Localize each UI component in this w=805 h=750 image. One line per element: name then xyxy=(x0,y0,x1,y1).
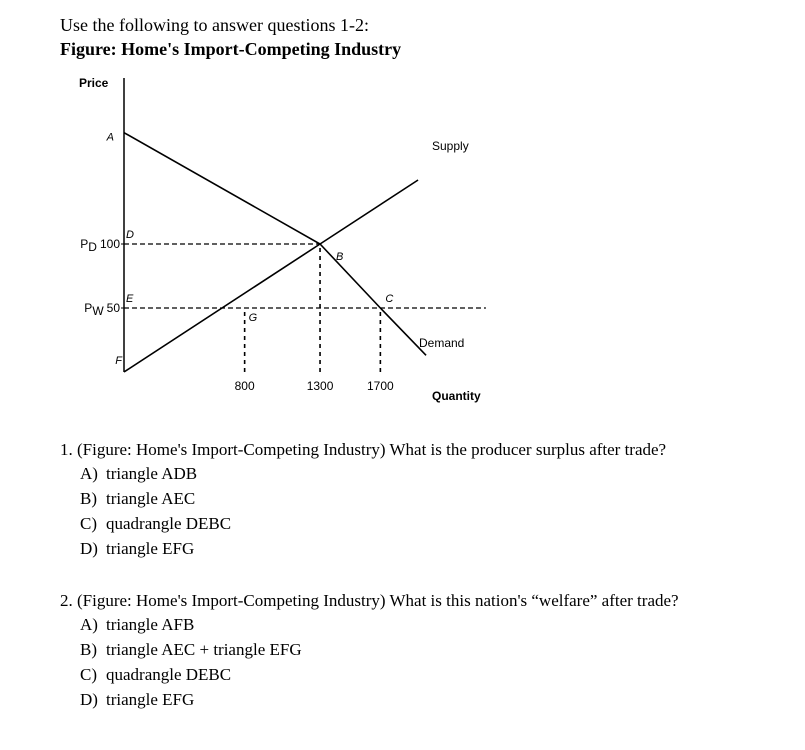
x-tick-label: 800 xyxy=(234,379,255,393)
option-letter: A) xyxy=(80,615,98,634)
answer-option[interactable] xyxy=(80,536,666,561)
question-number: 2. xyxy=(60,591,73,610)
x-tick-label: 1300 xyxy=(306,379,334,393)
question-1 xyxy=(60,439,666,561)
point-label-a: A xyxy=(106,131,114,144)
answer-option[interactable] xyxy=(80,687,679,712)
option-letter: A) xyxy=(80,464,98,483)
answer-option[interactable] xyxy=(80,612,679,637)
point-label-f: F xyxy=(115,355,122,367)
option-text: triangle AEC + triangle EFG xyxy=(106,640,302,659)
question-2 xyxy=(60,590,679,712)
option-letter: D) xyxy=(80,539,98,558)
point-label-g: G xyxy=(248,312,258,324)
answer-option[interactable] xyxy=(80,461,666,486)
option-letter: B) xyxy=(80,640,97,659)
question-stem xyxy=(60,590,679,612)
x-tick-label: 1700 xyxy=(367,379,394,393)
y-tick-label: PW 50 xyxy=(84,301,120,318)
option-letter: C) xyxy=(80,514,97,533)
option-text: triangle EFG xyxy=(106,539,195,558)
x-axis-label: Quantity xyxy=(432,389,481,403)
option-letter: C) xyxy=(80,665,97,684)
point-label-b: B xyxy=(336,251,344,263)
question-stem xyxy=(60,439,666,461)
option-text: quadrangle DEBC xyxy=(106,514,232,533)
option-text: triangle ADB xyxy=(106,464,198,483)
option-text: triangle EFG xyxy=(106,690,195,709)
answer-option[interactable] xyxy=(80,486,666,511)
option-letter: D) xyxy=(80,690,98,709)
question-number: 1. xyxy=(60,440,73,459)
question-text: (Figure: Home's Import-Competing Industry) What is this nation's “welfare” after trade? xyxy=(77,591,679,610)
y-axis-label: Price xyxy=(79,76,109,90)
option-text: quadrangle DEBC xyxy=(106,665,232,684)
answer-option[interactable] xyxy=(80,662,679,687)
option-text: triangle AEC xyxy=(106,489,196,508)
intro-text: Use the following to answer questions 1-2: xyxy=(60,15,369,35)
point-label-d: D xyxy=(126,229,134,241)
supply-curve xyxy=(124,180,418,372)
point-label-e: E xyxy=(126,293,134,305)
answer-option[interactable] xyxy=(80,511,666,536)
figure-title: Figure: Home's Import-Competing Industry xyxy=(60,39,402,59)
answer-option[interactable] xyxy=(80,637,679,662)
option-letter: B) xyxy=(80,489,97,508)
point-label-c: C xyxy=(385,293,394,305)
demand-label: Demand xyxy=(419,336,465,350)
option-text: triangle AFB xyxy=(106,615,195,634)
y-tick-label: PD 100 xyxy=(80,237,120,254)
question-text: (Figure: Home's Import-Competing Industry) What is the producer surplus after trade? xyxy=(77,440,667,459)
supply-label: Supply xyxy=(432,139,469,153)
